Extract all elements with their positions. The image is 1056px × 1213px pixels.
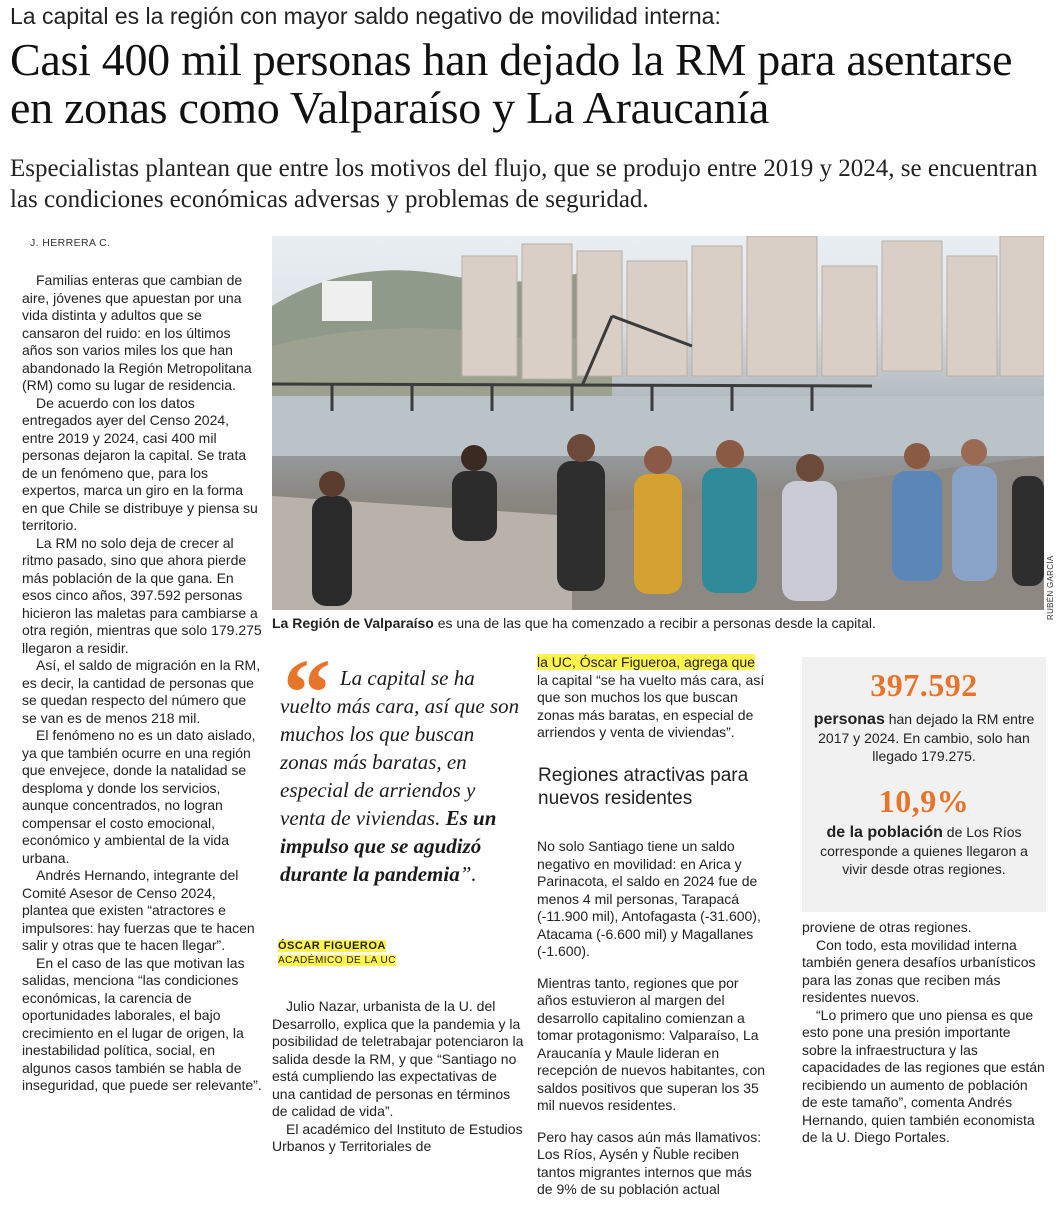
- stat-text: de Los Ríos corresponde a quienes llegaron a vivir desde otras regiones.: [820, 824, 1028, 877]
- stat-bold: personas: [813, 711, 885, 728]
- paragraph: Así, el saldo de migración en la RM, es decir, la cantidad de personas que se quedan respecto del número que se van es de menos 218 mil.: [22, 657, 261, 726]
- paragraph: proviene de otras regiones.: [802, 919, 972, 935]
- photo-credit: RUBÉN GARCÍA: [1046, 555, 1055, 620]
- quote-mark-icon: “: [283, 639, 331, 746]
- paragraph: La RM no solo deja de crecer al ritmo pasado, sino que ahora pierde más población de la que gana. En esos cinco años, 397.592 personas hicieron las maletas para cambiarse a otra región, mientras que solo 179.275 llegaron a residir.: [22, 534, 262, 656]
- paragraph: Familias enteras que cambian de aire, jóvenes que apuestan por una vida distinta y adultos que se cansaron del ruido: en los últimos años son varios miles los que han abandonado la Región Metropolitana (RM) como su lugar de residencia.: [22, 272, 252, 393]
- quote-author-role: ACADÉMICO DE LA UC: [278, 955, 396, 966]
- quote-author: [278, 940, 518, 952]
- column-4: [802, 919, 1046, 1147]
- quote-text: La capital se ha vuelto más cara, así que son muchos los que buscan zonas más baratas, en especial de arriendos y venta de viviendas.: [280, 666, 520, 830]
- photo-valparaiso-promenade: [272, 236, 1044, 610]
- paragraph: “Lo primero que uno piensa es que esto pone una presión importante sobre la infraestructura y las capacidades de las regiones que están recibiendo un aumento de población de este tamaño”, comenta Andrés Hernando, quien también economista de la U. Diego Portales.: [802, 1006, 1045, 1145]
- caption-bold: La Región de Valparaíso: [272, 615, 434, 631]
- stat-number: 397.592: [870, 667, 978, 703]
- building-towers: [462, 236, 1044, 379]
- paragraph: En el caso de las que motivan las salidas, menciona “las condiciones económicas, la carencia de oportunidades laborales, el bajo crecimiento en el lugar de origen, la inestabilidad política, social, en algunos casos también se habla de inseguridad, que puede ser relevante”.: [22, 954, 262, 1093]
- paragraph: Pero hay casos aún más llamativos: Los Ríos, Aysén y Ñuble reciben tantos migrantes internos que más de 9% de su población actual: [537, 1128, 762, 1197]
- column-1: [22, 272, 262, 1095]
- building-white: [322, 281, 372, 321]
- highlighted-text: la UC, Óscar Figueroa, agrega que: [537, 654, 755, 670]
- quote-end: ”.: [459, 862, 477, 886]
- paragraph: Julio Nazar, urbanista de la U. del Desarrollo, explica que la pandemia y la posibilidad de teletrabajar potenciaron la salida desde la RM, y que “Santiago no está cumpliendo las expectativas de una cantidad de personas en términos de calidad de vida”.: [272, 998, 524, 1119]
- quote-author-name: ÓSCAR FIGUEROA: [278, 940, 386, 952]
- pull-quote: [280, 664, 520, 888]
- headline: Casi 400 mil personas han dejado la RM para asentarse en zonas como Valparaíso y La Araucanía: [10, 34, 1013, 133]
- column-3-top-text: la capital “se ha vuelto más cara, así que son muchos los que buscan zonas más baratas, en especial de arriendos y venta de viviendas”.: [537, 671, 765, 740]
- deck: Especialistas plantean que entre los motivos del flujo, que se produjo entre 2019 y 2024, se encuentran las condiciones económicas adversas y problemas de seguridad.: [10, 155, 1038, 213]
- caption-text: es una de las que ha comenzado a recibir a personas desde la capital.: [433, 615, 876, 631]
- stat-description: [809, 710, 1039, 765]
- photo-caption: [272, 615, 1032, 631]
- subheading: Regiones atractivas para nuevos residentes: [538, 765, 749, 809]
- stat-text: han dejado la RM entre 2017 y 2024. En cambio, solo han llegado 179.275.: [818, 711, 1035, 764]
- column-mid: [272, 998, 524, 1156]
- column-3-top: [537, 654, 767, 742]
- paragraph: No solo Santiago tiene un saldo negativo en movilidad: en Arica y Parinacota, el saldo en 2024 fue de menos 4 mil personas, Tarapacá (-11.900 mil), Antofagasta (-31.600), Atacama (-6.600 mil) y Magallanes (-1.600).: [537, 838, 761, 959]
- stat-bold: de la población: [826, 824, 943, 841]
- paragraph: De acuerdo con los datos entregados ayer del Censo 2024, entre 2019 y 2024, casi 400 mil personas dejaron la capital. Se trata de un fenómeno que, para los expertos, marca un giro en la forma en que Chile se distribuye y piensa su territorio.: [22, 394, 258, 533]
- paragraph: Mientras tanto, regiones que por años estuvieron al margen del desarrollo capitalino comienzan a tomar protagonismo: Valparaíso, La Araucanía y Maule lideran en recepción de nuevos habitantes, con saldos positivos que superan los 35 mil nuevos residentes.: [537, 974, 766, 1113]
- quote-bold-text: Es un impulso que se agudizó durante la pandemia: [280, 806, 497, 886]
- stat-description: [809, 823, 1039, 878]
- photo-illustration: [272, 236, 1044, 610]
- stat-number: 10,9%: [878, 783, 970, 819]
- stats-box: [802, 657, 1046, 912]
- paragraph: El fenómeno no es un dato aislado, ya que también ocurre en una región que envejece, donde la natalidad se desploma y donde los servicios, aunque concentrados, no logran compensar el costo emocional, económico y ambiental de la vida urbana.: [22, 727, 256, 866]
- paragraph: Andrés Hernando, integrante del Comité Asesor de Censo 2024, plantea que existen “atractores e impulsores: hay fuerzas que te hacen salir y otras que te hacen llegar”.: [22, 867, 255, 953]
- column-3: [537, 824, 767, 1213]
- paragraph: El académico del Instituto de Estudios Urbanos y Territoriales de: [272, 1120, 523, 1154]
- kicker: La capital es la región con mayor saldo negativo de movilidad interna:: [10, 3, 721, 29]
- paragraph: Con todo, esta movilidad interna también genera desafíos urbanísticos para las zonas que reciben más residentes nuevos.: [802, 936, 1036, 1005]
- quote-author-role-wrap: [278, 955, 518, 966]
- byline: J. HERRERA C.: [30, 237, 111, 249]
